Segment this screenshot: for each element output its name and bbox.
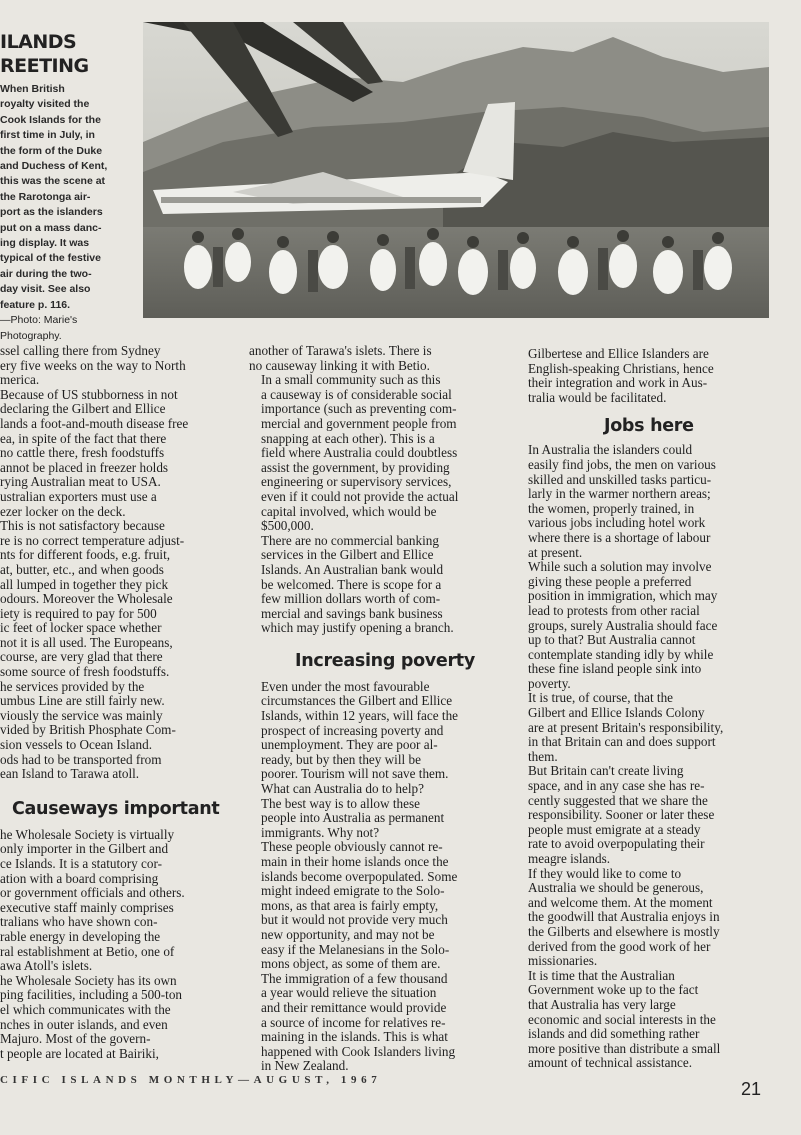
paragraph bbox=[249, 782, 499, 797]
text-line: put on a mass danc- bbox=[0, 221, 102, 234]
text-line: ods had to be transported from bbox=[0, 752, 162, 767]
text-line: viously the service was mainly bbox=[0, 708, 163, 723]
text-line: The immigration of a few thousand bbox=[261, 971, 448, 986]
text-line: main in their home islands once the bbox=[261, 855, 449, 869]
text-line: rate to avoid overpopulating their bbox=[528, 837, 705, 852]
text-line: this was the scene at bbox=[0, 175, 106, 188]
text-line: Australia we should be generous, bbox=[528, 881, 704, 896]
text-line: that Australia has very large bbox=[528, 997, 676, 1012]
paragraph bbox=[249, 680, 499, 782]
text-line: and welcome them. At the moment bbox=[528, 895, 713, 910]
text-line: snapping at each other). This is a bbox=[261, 431, 435, 446]
text-line: While such a solution may involve bbox=[528, 560, 712, 575]
text-line: nches in outer islands, and even bbox=[0, 1017, 168, 1032]
paragraph bbox=[516, 347, 769, 405]
text-line: executive staff mainly comprises bbox=[0, 900, 174, 915]
text-line: These people obviously cannot re- bbox=[261, 840, 443, 855]
text-line: easily find jobs, the men on various bbox=[528, 457, 716, 472]
text-line: which may justify opening a branch. bbox=[261, 621, 454, 636]
text-line: not it is all used. The Europeans, bbox=[0, 635, 173, 650]
text-line: sion vessels to Ocean Island. bbox=[0, 738, 152, 753]
text-line: Cook Islands for the bbox=[0, 113, 101, 126]
text-line: position in immigration, which may bbox=[528, 589, 718, 604]
paragraph bbox=[249, 797, 499, 841]
text-line: contemplate standing idly by while bbox=[528, 647, 714, 662]
text-line: It is time that the Australian bbox=[528, 968, 675, 983]
text-line: Islands. An Australian bank would bbox=[261, 562, 444, 577]
text-line: be welcomed. There is scope for a bbox=[261, 577, 442, 592]
text-line: feature p. 116. bbox=[0, 298, 71, 311]
text-line: tralians who have shown con- bbox=[0, 915, 158, 930]
text-line: he services provided by the bbox=[0, 679, 145, 694]
text-line: re is no correct temperature adjust- bbox=[0, 533, 185, 548]
text-line: services in the Gilbert and Ellice bbox=[261, 548, 434, 563]
paragraph bbox=[0, 388, 224, 519]
text-line: a source of income for relatives re- bbox=[261, 1015, 446, 1030]
text-line: where there is a shortage of labour bbox=[528, 530, 711, 545]
article-column-1 bbox=[0, 344, 224, 1061]
text-line: field where Australia could doubtless bbox=[261, 446, 458, 461]
text-line: tralia would be facilitated. bbox=[528, 390, 667, 405]
text-line: lead to protests from other racial bbox=[528, 603, 700, 618]
text-line: groups, surely Australia should face bbox=[528, 618, 718, 633]
text-line: their integration and work in Aus- bbox=[528, 376, 708, 391]
text-line: declaring the Gilbert and Ellice bbox=[0, 402, 166, 417]
text-line: mons object, as some of them are. bbox=[261, 957, 441, 972]
text-line: umbus Line are still fairly new. bbox=[0, 694, 165, 709]
text-line: amount of technical assistance. bbox=[528, 1056, 693, 1071]
text-line: annot be placed in freezer holds bbox=[0, 460, 169, 475]
paragraph bbox=[516, 691, 769, 764]
page-number: 21 bbox=[741, 1079, 762, 1099]
text-line: ustralian exporters must use a bbox=[0, 489, 157, 504]
text-line: English-speaking Christians, hence bbox=[528, 361, 714, 376]
text-line: the goodwill that Australia enjoys in bbox=[528, 910, 720, 925]
article-column-3 bbox=[516, 347, 769, 1071]
text-line: ing display. It was bbox=[0, 237, 90, 250]
text-line: capital involved, which would be bbox=[261, 504, 437, 519]
text-line: ic feet of locker space whether bbox=[0, 621, 162, 636]
photo-caption bbox=[0, 30, 116, 344]
caption-text bbox=[0, 82, 116, 313]
text-line: all lumped in together they pick bbox=[0, 577, 169, 592]
text-line: cently suggested that we share the bbox=[528, 793, 708, 808]
text-line: royalty visited the bbox=[0, 98, 90, 111]
caption-title-line: REETING bbox=[0, 55, 89, 77]
text-line: some source of fresh foodstuffs. bbox=[0, 665, 170, 680]
article-column-2 bbox=[249, 344, 499, 1074]
paragraph bbox=[249, 972, 499, 1074]
text-line: ready, but by then they will be bbox=[261, 752, 421, 767]
subheading-causeways: Causeways important bbox=[12, 798, 220, 819]
paragraph bbox=[516, 443, 769, 560]
text-line: rying Australian meat to USA. bbox=[0, 475, 161, 490]
text-line: It is true, of course, that the bbox=[528, 691, 674, 706]
text-line: another of Tarawa's islets. There is bbox=[249, 344, 432, 358]
paragraph bbox=[0, 680, 224, 782]
text-line: iety is required to pay for 500 bbox=[0, 606, 157, 621]
text-line: mercial and government people from bbox=[261, 416, 457, 431]
paragraph bbox=[249, 840, 499, 971]
text-line: the Rarotonga air- bbox=[0, 190, 91, 203]
paragraph bbox=[0, 519, 224, 680]
text-line: engineering or supervisory services, bbox=[261, 475, 452, 490]
text-line: Government woke up to the fact bbox=[528, 983, 699, 998]
text-line: a causeway is of considerable social bbox=[261, 387, 452, 402]
text-line: There are no commercial banking bbox=[261, 533, 439, 548]
text-line: people must emigrate at a steady bbox=[528, 822, 701, 837]
text-line: When British bbox=[0, 83, 65, 95]
text-line: Islands, within 12 years, will face the bbox=[261, 709, 459, 724]
text-line: assist the government, by providing bbox=[261, 460, 450, 475]
paragraph bbox=[249, 344, 499, 373]
text-line: larly in the warmer northern areas; bbox=[528, 487, 711, 502]
text-line: The best way is to allow these bbox=[261, 796, 420, 811]
text-line: he Wholesale Society is virtually bbox=[0, 827, 175, 842]
text-line: merica. bbox=[0, 373, 40, 388]
text-line: various jobs including hotel work bbox=[528, 516, 706, 531]
photo-credit bbox=[0, 313, 116, 344]
text-line: vided by British Phosphate Com- bbox=[0, 723, 176, 738]
paragraph bbox=[516, 560, 769, 691]
text-line: few million dollars worth of com- bbox=[261, 592, 441, 607]
subheading-jobs: Jobs here bbox=[604, 416, 694, 437]
caption-title-line: ILANDS bbox=[0, 31, 77, 53]
text-line: circumstances the Gilbert and Ellice bbox=[261, 694, 453, 709]
paragraph bbox=[0, 974, 224, 1062]
text-line: or government officials and others. bbox=[0, 886, 185, 901]
text-line: space, and in any case she has re- bbox=[528, 779, 705, 794]
text-line: happened with Cook Islanders living bbox=[261, 1044, 456, 1059]
text-line: meagre islands. bbox=[528, 852, 611, 866]
text-line: them. bbox=[528, 749, 558, 764]
text-line: If they would like to come to bbox=[528, 866, 682, 881]
text-line: But Britain can't create living bbox=[528, 764, 684, 779]
text-line: air during the two- bbox=[0, 267, 92, 280]
text-line: more positive than distribute a small bbox=[528, 1041, 721, 1056]
text-line: no causeway linking it with Betio. bbox=[249, 358, 430, 373]
text-line: ean Island to Tarawa atoll. bbox=[0, 767, 140, 782]
text-line: the Gilberts and elsewhere is mostly bbox=[528, 924, 720, 939]
text-line: derived from the good work of her bbox=[528, 939, 711, 954]
text-line: odours. Moreover the Wholesale bbox=[0, 592, 173, 607]
paragraph bbox=[516, 969, 769, 1071]
paragraph bbox=[0, 344, 224, 388]
text-line: In Australia the islanders could bbox=[528, 443, 693, 458]
text-line: prospect of increasing poverty and bbox=[261, 723, 444, 738]
text-line: $500,000. bbox=[261, 519, 314, 534]
subheading-poverty: Increasing poverty bbox=[295, 650, 475, 671]
text-line: course, are very glad that there bbox=[0, 650, 163, 665]
paragraph bbox=[516, 867, 769, 969]
text-line: even if it could not provide the actual bbox=[261, 489, 459, 504]
paragraph bbox=[249, 373, 499, 534]
text-line: are at present Britain's responsibility, bbox=[528, 720, 724, 735]
paragraph bbox=[249, 534, 499, 636]
text-line: awa Atoll's islets. bbox=[0, 959, 93, 974]
text-line: at present. bbox=[528, 545, 583, 560]
text-line: day visit. See also bbox=[0, 283, 91, 296]
text-line: ral establishment at Betio, one of bbox=[0, 944, 175, 959]
text-line: and their remittance would provide bbox=[261, 1000, 447, 1015]
paragraph bbox=[516, 764, 769, 866]
text-line: Because of US stubborness in not bbox=[0, 387, 178, 402]
text-line: immigrants. Why not? bbox=[261, 825, 380, 840]
text-line: lands a foot-and-mouth disease free bbox=[0, 416, 189, 431]
text-line: the form of the Duke bbox=[0, 144, 103, 157]
text-line: ea, in spite of the fact that there bbox=[0, 431, 167, 446]
text-line: poverty. bbox=[528, 676, 571, 691]
text-line: typical of the festive bbox=[0, 252, 101, 265]
text-line: mercial and savings bank business bbox=[261, 606, 443, 621]
text-line: What can Australia do to help? bbox=[261, 782, 424, 797]
text-line: rable energy in developing the bbox=[0, 929, 161, 944]
text-line: in that Britain can and does support bbox=[528, 735, 716, 750]
text-line: Gilbertese and Ellice Islanders are bbox=[528, 347, 709, 361]
text-line: ce Islands. It is a statutory cor- bbox=[0, 857, 162, 871]
text-line: —Photo: Marie's bbox=[0, 314, 78, 327]
photo-illustration bbox=[143, 22, 769, 318]
text-line: a year would relieve the situation bbox=[261, 986, 437, 1001]
text-line: at, butter, etc., and when goods bbox=[0, 562, 164, 577]
text-line: port as the islanders bbox=[0, 206, 103, 219]
text-line: only importer in the Gilbert and bbox=[0, 842, 169, 857]
text-line: and Duchess of Kent, bbox=[0, 160, 108, 173]
text-line: importance (such as preventing com- bbox=[261, 402, 457, 417]
text-line: responsibility. Sooner or later these bbox=[528, 808, 715, 823]
text-line: giving these people a preferred bbox=[528, 574, 692, 589]
text-line: In a small community such as this bbox=[261, 373, 441, 388]
text-line: up to that? But Australia cannot bbox=[528, 633, 696, 648]
caption-title bbox=[0, 30, 116, 78]
text-line: ssel calling there from Sydney bbox=[0, 344, 161, 358]
text-line: the women, properly trained, in bbox=[528, 501, 695, 516]
text-line: t people are located at Bairiki, bbox=[0, 1046, 159, 1061]
text-line: ezer locker on the deck. bbox=[0, 504, 126, 519]
text-line: new opportunity, and may not be bbox=[261, 927, 435, 942]
text-line: ery five weeks on the way to North bbox=[0, 358, 186, 373]
text-line: might indeed emigrate to the Solo- bbox=[261, 884, 445, 899]
text-line: first time in July, in bbox=[0, 129, 95, 142]
text-line: Photography. bbox=[0, 329, 62, 342]
text-line: easy if the Melanesians in the Solo- bbox=[261, 942, 450, 957]
text-line: mons, as that area is fairly empty, bbox=[261, 898, 439, 913]
paragraph bbox=[0, 828, 224, 974]
text-line: islands and did something rather bbox=[528, 1027, 700, 1042]
royal-visit-photo bbox=[143, 22, 769, 318]
running-footer: CIFIC ISLANDS MONTHLY—AUGUST, 1967 bbox=[0, 1074, 382, 1086]
text-line: but it would not provide very much bbox=[261, 913, 448, 928]
text-line: unemployment. They are poor al- bbox=[261, 738, 438, 753]
text-line: islands become overpopulated. Some bbox=[261, 869, 458, 884]
text-line: no cattle there, fresh foodstuffs bbox=[0, 446, 165, 461]
text-line: Gilbert and Ellice Islands Colony bbox=[528, 706, 705, 721]
text-line: in New Zealand. bbox=[261, 1059, 349, 1074]
text-line: ping facilities, including a 500-ton bbox=[0, 988, 183, 1003]
text-line: skilled and unskilled tasks particu- bbox=[528, 472, 712, 487]
text-line: ation with a board comprising bbox=[0, 871, 159, 886]
text-line: nts for different foods, e.g. fruit, bbox=[0, 548, 171, 563]
text-line: This is not satisfactory because bbox=[0, 519, 165, 534]
text-line: economic and social interests in the bbox=[528, 1012, 716, 1027]
text-line: these fine island people sink into bbox=[528, 662, 702, 677]
text-line: Even under the most favourable bbox=[261, 679, 430, 694]
text-line: el which communicates with the bbox=[0, 1002, 171, 1017]
text-line: people into Australia as permanent bbox=[261, 811, 445, 826]
text-line: Majuro. Most of the govern- bbox=[0, 1032, 151, 1047]
text-line: maining in the islands. This is what bbox=[261, 1030, 448, 1045]
text-line: he Wholesale Society has its own bbox=[0, 973, 177, 988]
text-line: poorer. Tourism will not save them. bbox=[261, 767, 449, 782]
text-line: missionaries. bbox=[528, 954, 598, 969]
